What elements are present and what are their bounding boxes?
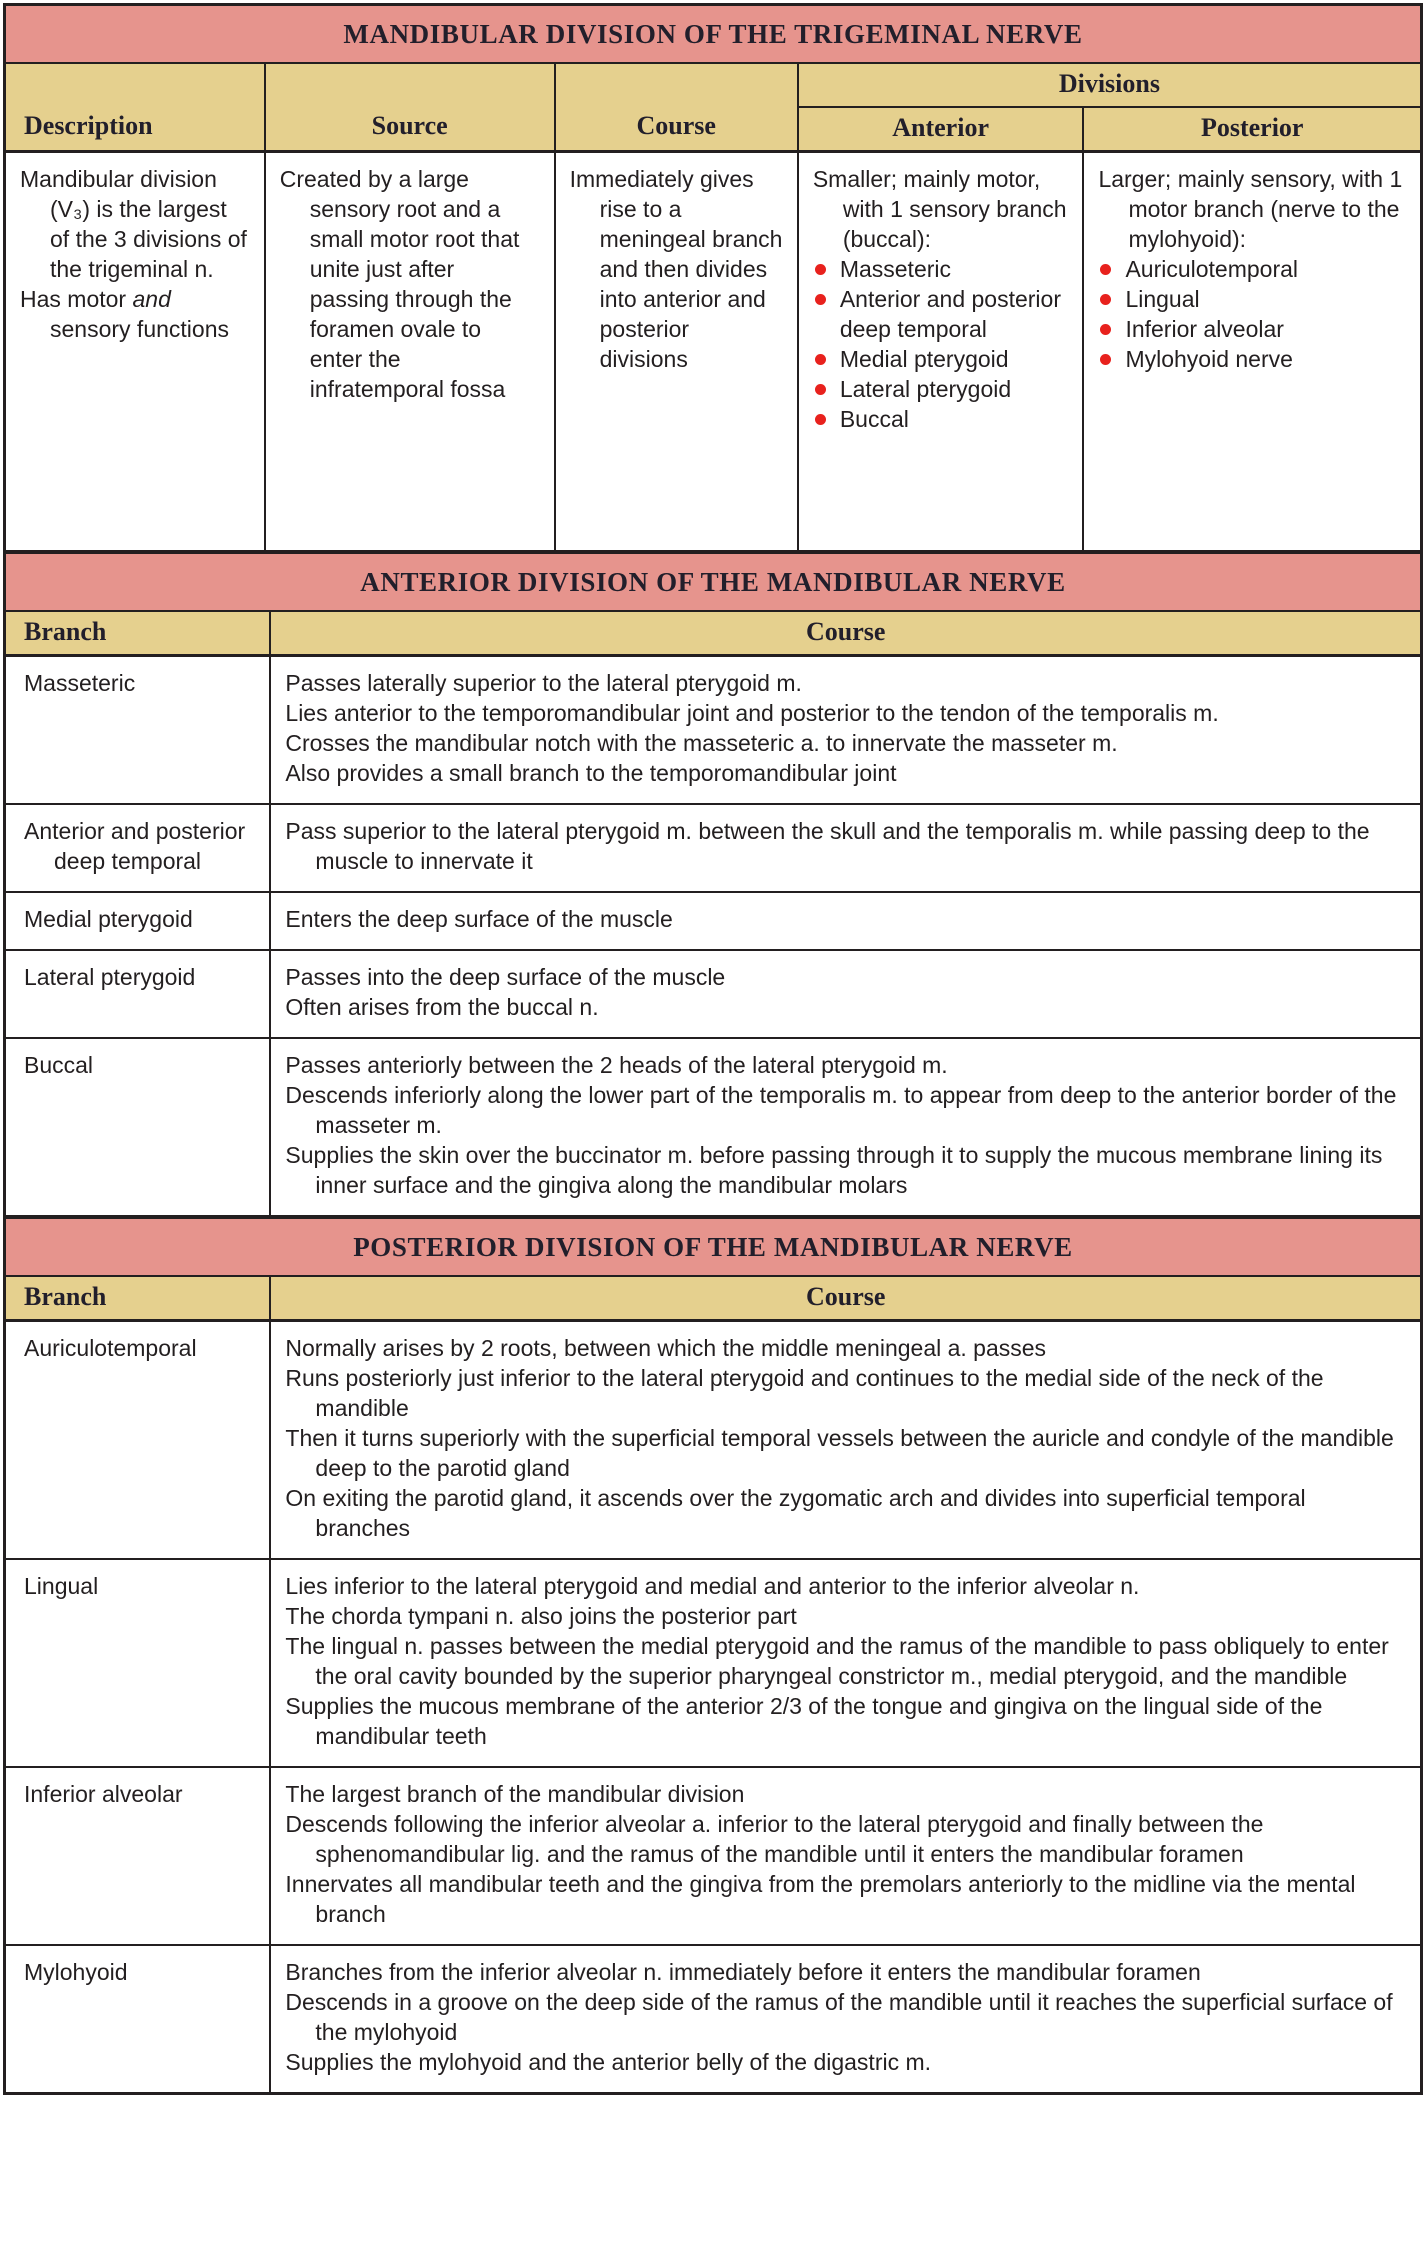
course-paragraph: The lingual n. passes between the medial pterygoid and the ramus of the mandible to pass obliquely to enter the oral cavity bounded by the superior pharyngeal constrictor m., medial pterygoid, and the mandible	[285, 1632, 1389, 1689]
course-paragraph: Passes into the deep surface of the muscle	[285, 963, 726, 990]
bullet-icon	[815, 294, 826, 305]
branch-name: Masseteric	[24, 669, 136, 696]
course-paragraph: Innervates all mandibular teeth and the gingiva from the premolars anteriorly to the midline via the mental branch	[285, 1870, 1356, 1927]
bullet-icon	[815, 354, 826, 365]
section-title-mandibular-division: MANDIBULAR DIVISION OF THE TRIGEMINAL NERVE	[6, 6, 1420, 64]
description-paragraph: Mandibular division (V₃) is the largest of the 3 divisions of the trigeminal n.	[20, 166, 247, 282]
branch-cell	[6, 1945, 270, 2092]
course-cell	[270, 1320, 1420, 1559]
posterior-division-table	[6, 1277, 1420, 2092]
course-paragraph: Descends in a groove on the deep side of the ramus of the mandible until it reaches the superficial surface of the mylohyoid	[285, 1988, 1393, 2045]
branch-cell	[6, 1767, 270, 1945]
bullet-icon	[1100, 294, 1111, 305]
branch-name: Mylohyoid	[24, 1958, 128, 1985]
source-paragraph: Created by a large sensory root and a small motor root that unite just after passing through the foramen ovale to enter the infratemporal fossa	[279, 166, 520, 402]
course-cell	[270, 950, 1420, 1038]
column-header-course: Course	[555, 64, 798, 152]
list-item	[813, 284, 1069, 344]
course-paragraph: Passes anteriorly between the 2 heads of the lateral pterygoid m.	[285, 1051, 948, 1078]
list-item	[1098, 254, 1406, 284]
branch-cell	[6, 804, 270, 892]
branch-name: Inferior alveolar	[24, 1780, 183, 1807]
course-cell	[270, 1038, 1420, 1215]
course-paragraph: Runs posteriorly just inferior to the lateral pterygoid and continues to the medial side of the neck of the mandible	[285, 1364, 1324, 1421]
branch-cell	[6, 1038, 270, 1215]
column-header-branch: Branch	[6, 612, 270, 656]
course-paragraph: Pass superior to the lateral pterygoid m. between the skull and the temporalis m. while passing deep to the muscle to innervate it	[285, 817, 1370, 874]
course-paragraph: Crosses the mandibular notch with the masseteric a. to innervate the masseter m.	[285, 729, 1118, 756]
course-paragraph: Then it turns superiorly with the superficial temporal vessels between the auricle and condyle of the mandible deep to the parotid gland	[285, 1424, 1394, 1481]
list-item	[1098, 314, 1406, 344]
course-paragraph: Supplies the skin over the buccinator m. before passing through it to supply the mucous membrane lining its inner surface and the gingiva along the mandibular molars	[285, 1141, 1383, 1198]
trigeminal-nerve-tables	[3, 3, 1423, 2095]
branch-name: Buccal	[24, 1051, 94, 1078]
bullet-icon	[815, 384, 826, 395]
table-row	[6, 1559, 1420, 1767]
column-header-course: Course	[270, 1277, 1420, 1321]
column-header-branch: Branch	[6, 1277, 270, 1321]
course-paragraph: Also provides a small branch to the temporomandibular joint	[285, 759, 897, 786]
course-cell	[270, 1559, 1420, 1767]
table-row	[6, 1038, 1420, 1215]
list-item-label: Mylohyoid nerve	[1125, 346, 1293, 372]
table-row	[6, 1945, 1420, 2092]
branch-cell	[6, 950, 270, 1038]
anterior-division-cell	[798, 152, 1084, 550]
course-paragraph: Branches from the inferior alveolar n. immediately before it enters the mandibular foramen	[285, 1958, 1201, 1985]
branch-cell	[6, 1559, 270, 1767]
course-paragraph: Normally arises by 2 roots, between which the middle meningeal a. passes	[285, 1334, 1047, 1361]
course-cell	[270, 655, 1420, 804]
list-item	[813, 254, 1069, 284]
list-item	[1098, 284, 1406, 314]
table-row	[6, 950, 1420, 1038]
mandibular-division-table	[6, 64, 1420, 550]
column-header-course: Course	[270, 612, 1420, 656]
branch-cell	[6, 655, 270, 804]
header-row	[6, 612, 1420, 656]
table-row	[6, 1320, 1420, 1559]
table-row	[6, 1767, 1420, 1945]
course-cell	[270, 1945, 1420, 2092]
list-item-label: Anterior and posterior deep temporal	[839, 286, 1061, 342]
course-paragraph: Often arises from the buccal n.	[285, 993, 599, 1020]
list-item	[1098, 344, 1406, 374]
section-title-anterior-division: ANTERIOR DIVISION OF THE MANDIBULAR NERVE	[6, 550, 1420, 612]
header-row-top	[6, 64, 1420, 107]
list-item-label: Lingual	[1125, 286, 1200, 312]
text-segment: Has motor	[20, 286, 133, 312]
list-item	[813, 404, 1069, 434]
course-paragraph: The largest branch of the mandibular division	[285, 1780, 745, 1807]
italic-text-segment: and	[132, 286, 171, 312]
list-item-label: Medial pterygoid	[839, 346, 1009, 372]
anterior-division-table	[6, 612, 1420, 1215]
course-cell	[555, 152, 798, 550]
column-header-anterior: Anterior	[798, 107, 1084, 152]
course-paragraph: Supplies the mylohyoid and the anterior belly of the digastric m.	[285, 2048, 932, 2075]
course-paragraph: The chorda tympani n. also joins the posterior part	[285, 1602, 797, 1629]
source-cell	[265, 152, 555, 550]
course-paragraph: Descends following the inferior alveolar a. inferior to the lateral pterygoid and finally between the sphenomandibular lig. and the ramus of the mandible until it enters the mandibular foramen	[285, 1810, 1264, 1867]
anterior-intro: Smaller; mainly motor, with 1 sensory branch (buccal):	[812, 166, 1067, 252]
course-paragraph: Descends inferiorly along the lower part of the temporalis m. to appear from deep to the anterior border of the masseter m.	[285, 1081, 1397, 1138]
list-item-label: Auriculotemporal	[1125, 256, 1299, 282]
bullet-icon	[1100, 324, 1111, 335]
section-title-posterior-division: POSTERIOR DIVISION OF THE MANDIBULAR NERVE	[6, 1215, 1420, 1277]
column-header-description: Description	[6, 64, 265, 152]
branch-cell	[6, 892, 270, 950]
header-row	[6, 1277, 1420, 1321]
course-cell	[270, 804, 1420, 892]
list-item-label: Buccal	[839, 406, 909, 432]
table-row	[6, 804, 1420, 892]
course-cell	[270, 892, 1420, 950]
list-item-label: Inferior alveolar	[1125, 316, 1284, 342]
description-paragraph	[20, 284, 250, 344]
list-item	[813, 344, 1069, 374]
posterior-intro: Larger; mainly sensory, with 1 motor branch (nerve to the mylohyoid):	[1098, 166, 1403, 252]
course-paragraph: Enters the deep surface of the muscle	[285, 905, 673, 932]
branch-name: Lateral pterygoid	[24, 963, 196, 990]
course-paragraph: On exiting the parotid gland, it ascends over the zygomatic arch and divides into superficial temporal branches	[285, 1484, 1306, 1541]
bullet-icon	[1100, 354, 1111, 365]
table-row	[6, 152, 1420, 550]
column-header-source: Source	[265, 64, 555, 152]
branch-name: Auriculotemporal	[24, 1334, 197, 1361]
table-row	[6, 655, 1420, 804]
list-item-label: Lateral pterygoid	[839, 376, 1012, 402]
description-cell	[6, 152, 265, 550]
course-paragraph: Immediately gives rise to a meningeal branch and then divides into anterior and posterior divisions	[569, 166, 783, 372]
course-paragraph: Supplies the mucous membrane of the anterior 2/3 of the tongue and gingiva on the lingual side of the mandibular teeth	[285, 1692, 1323, 1749]
course-paragraph: Passes laterally superior to the lateral pterygoid m.	[285, 669, 802, 696]
bullet-icon	[815, 414, 826, 425]
course-paragraph: Lies inferior to the lateral pterygoid and medial and anterior to the inferior alveolar n.	[285, 1572, 1140, 1599]
course-paragraph: Lies anterior to the temporomandibular joint and posterior to the tendon of the temporalis m.	[285, 699, 1219, 726]
bullet-icon	[815, 264, 826, 275]
text-segment: sensory functions	[50, 316, 229, 342]
bullet-icon	[1100, 264, 1111, 275]
branch-name: Anterior and posterior deep temporal	[24, 817, 246, 874]
branch-name: Lingual	[24, 1572, 99, 1599]
column-header-divisions: Divisions	[798, 64, 1420, 107]
table-row	[6, 892, 1420, 950]
course-cell	[270, 1767, 1420, 1945]
list-item-label: Masseteric	[839, 256, 952, 282]
list-item	[813, 374, 1069, 404]
branch-name: Medial pterygoid	[24, 905, 193, 932]
branch-cell	[6, 1320, 270, 1559]
column-header-posterior: Posterior	[1083, 107, 1420, 152]
posterior-division-cell	[1083, 152, 1420, 550]
